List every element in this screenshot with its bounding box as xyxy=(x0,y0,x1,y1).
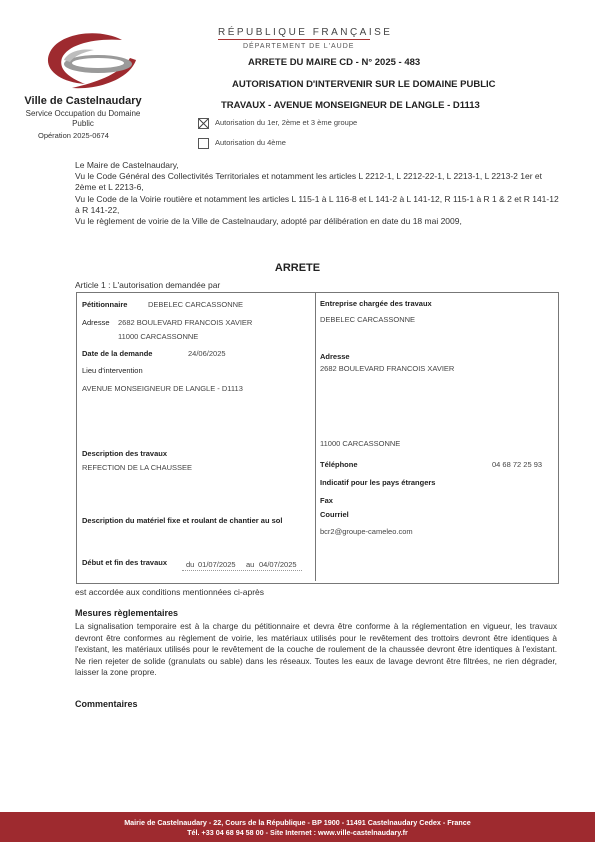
operation-number: Opération 2025-0674 xyxy=(38,131,109,140)
entreprise-label: Entreprise chargée des travaux xyxy=(320,299,432,308)
adresse-value: 2682 BOULEVARD FRANCOIS XAVIER xyxy=(118,318,253,327)
article-1: Article 1 : L'autorisation demandée par xyxy=(75,280,221,290)
fax-label: Fax xyxy=(320,496,333,505)
option-checkbox-2[interactable] xyxy=(198,138,209,149)
town-name: Ville de Castelnaudary xyxy=(24,95,142,107)
petitionnaire-value: DEBELEC CARCASSONNE xyxy=(148,300,244,309)
works-title: TRAVAUX - AVENUE MONSEIGNEUR DE LANGLE - D1113 xyxy=(221,100,480,111)
materiel-label: Description du matériel fixe et roulant de chantier au sol xyxy=(82,516,283,525)
date-end: 04/07/2025 xyxy=(259,560,297,569)
adresse-label: Adresse xyxy=(82,318,110,327)
indicatif-label: Indicatif pour les pays étrangers xyxy=(320,478,436,487)
intro-line: Vu le Code Général des Collectivités Territoriales et notamment les articles L 2212-1, L 2212-22-1, L 2213-1, L 2213-2 1er et 2ème et L 2213-6, xyxy=(75,171,542,193)
courriel-value: bcr2@groupe-cameleo.com xyxy=(320,527,413,536)
footer-address: Mairie de Castelnaudary - 22, Cours de la République - BP 1900 - 11491 Castelnaudary Cedex - France xyxy=(124,818,471,827)
date-demande-value: 24/06/2025 xyxy=(188,349,226,358)
form-divider xyxy=(315,293,316,581)
decree-title: ARRETE DU MAIRE CD - N° 2025 - 483 xyxy=(248,57,421,68)
entreprise-value: DEBELEC CARCASSONNE xyxy=(320,315,416,324)
ent-adresse-label: Adresse xyxy=(320,352,350,361)
intro-line: Le Maire de Castelnaudary, xyxy=(75,160,179,170)
castelnaudary-logo xyxy=(40,30,140,92)
mesures-text: La signalisation temporaire est à la charge du pétitionnaire et devra être conforme à la réglementation en vigueur, les travaux devront être conformes au règlement de voirie, les matériaux utilisés pour le revêtement des trottoirs devront être identiques à l'existant, les matériaux utilisés pour le revêtement de la couche de roulement de la chaussée devront être identiques à l'existant. Ne rien rejeter de solide (granulats ou sable) dans les réseaux. Toutes les eaux de lavage devront être filtrées, ne rien dégrader, laisser la zone propre. xyxy=(75,621,557,677)
footer-bar xyxy=(0,812,595,842)
option-label-2: Autorisation du 4ème xyxy=(215,138,286,147)
decree-subtitle: AUTORISATION D'INTERVENIR SUR LE DOMAINE PUBLIC xyxy=(232,79,496,90)
ent-city: 11000 CARCASSONNE xyxy=(320,439,401,448)
department-heading: DÉPARTEMENT DE L'AUDE xyxy=(243,43,355,50)
option-checkbox-1[interactable] xyxy=(198,118,209,129)
telephone-label: Téléphone xyxy=(320,460,358,469)
ent-adresse-value: 2682 BOULEVARD FRANCOIS XAVIER xyxy=(320,364,455,373)
adresse-city: 11000 CARCASSONNE xyxy=(118,332,199,341)
mesures-title: Mesures règlementaires xyxy=(75,608,179,618)
header-rule xyxy=(218,39,370,40)
option-label-1: Autorisation du 1er, 2ème et 3 ème groupe xyxy=(215,118,358,127)
lieu-label: Lieu d'intervention xyxy=(82,366,143,375)
du-label: du xyxy=(186,560,195,569)
telephone-value: 04 68 72 25 93 xyxy=(492,460,543,469)
arrete-heading: ARRETE xyxy=(274,262,321,274)
date-start: 01/07/2025 xyxy=(198,560,236,569)
republique-heading: RÉPUBLIQUE FRANÇAISE xyxy=(218,27,393,38)
lieu-value: AVENUE MONSEIGNEUR DE LANGLE - D1113 xyxy=(82,384,243,393)
intro-line: Vu le Code de la Voirie routière et notamment les articles L 115-1 à L 116-8 et L 141-2 à L 141-12, R 115-1 à R 1 & 2 et R 141-12 à R 141-22, xyxy=(75,193,559,215)
date-demande-label: Date de la demande xyxy=(82,349,153,358)
debut-fin-label: Début et fin des travaux xyxy=(82,558,168,567)
intro-line: Vu le règlement de voirie de la Ville de Castelnaudary, adopté par délibération en date du 18 mai 2009, xyxy=(75,216,462,227)
service-name: Service Occupation du Domaine Public xyxy=(25,109,141,128)
courriel-label: Courriel xyxy=(320,510,349,519)
desc-travaux-label: Description des travaux xyxy=(82,449,168,458)
petitionnaire-label: Pétitionnaire xyxy=(82,300,128,309)
intro-text xyxy=(75,160,565,227)
desc-travaux-value: REFECTION DE LA CHAUSSEE xyxy=(82,463,193,472)
au-label: au xyxy=(246,560,255,569)
check-x-icon xyxy=(199,119,208,128)
conditions-text: est accordée aux conditions mentionnées ci-après xyxy=(75,587,264,597)
footer-contact: Tél. +33 04 68 94 58 00 - Site Internet : www.ville-castelnaudary.fr xyxy=(187,828,408,837)
commentaires-title: Commentaires xyxy=(75,699,138,709)
date-dotline xyxy=(182,570,302,572)
